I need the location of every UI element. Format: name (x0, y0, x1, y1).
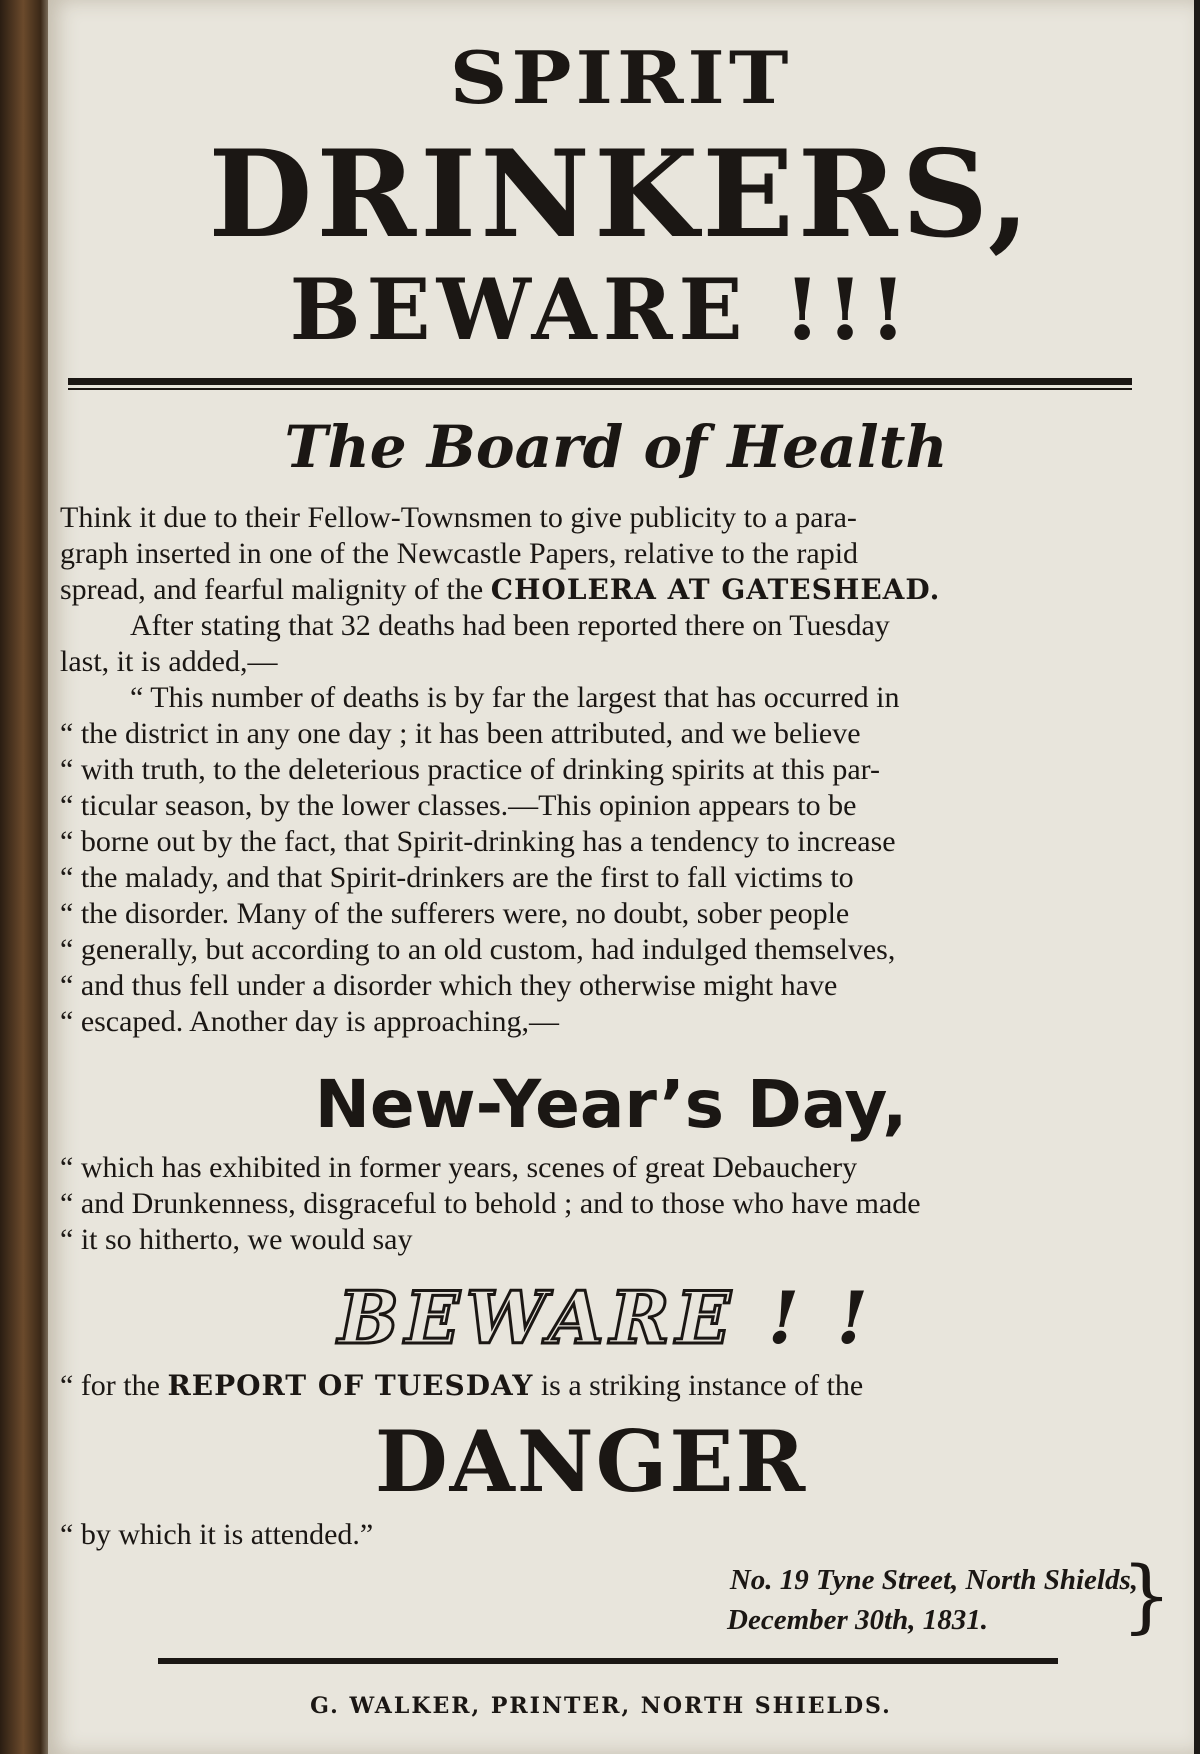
stating-line: After stating that 32 deaths had been reported there on Tuesday (130, 609, 890, 642)
top-divider-thin (68, 388, 1132, 390)
new-years-day-heading: New-Year’s Day, (314, 1066, 908, 1143)
attended-line: “ by which it is attended.” (60, 1518, 374, 1551)
printer-imprint: G. WALKER, PRINTER, NORTH SHIELDS. (310, 1693, 892, 1719)
address-block (727, 1560, 1138, 1640)
intro-line (60, 572, 1140, 608)
beware-outline-heading (18, 1275, 1194, 1360)
poster-sheet (48, 0, 1194, 1754)
quote-line: “ with truth, to the deleterious practice of drinking spirits at this par- (60, 753, 881, 786)
headline-spirit: SPIRIT (449, 35, 793, 121)
report-line-post: is a striking instance of the (533, 1369, 864, 1402)
quote-line: “ borne out by the fact, that Spirit-drinking has a tendency to increase (60, 825, 896, 858)
headline-drinkers: DRINKERS, (208, 124, 1034, 265)
quote2-block (60, 1150, 1140, 1258)
stating-line: last, it is added,— (60, 645, 278, 678)
quote-line: “ the malady, and that Spirit-drinkers are the first to fall victims to (60, 861, 854, 894)
quote-line: “ ticular season, by the lower classes.—This opinion appears to be (60, 789, 857, 822)
quote-line: “ escaped. Another day is approaching,— (60, 1005, 559, 1038)
quote-line: “ and thus fell under a disorder which they otherwise might have (60, 969, 838, 1002)
quote-line: “ This number of deaths is by far the largest that has occurred in (130, 681, 900, 714)
board-of-health-heading: The Board of Health (284, 413, 948, 481)
address-date: December 30th, 1831. (727, 1604, 988, 1636)
intro-line-text: spread, and fearful malignity of the (60, 573, 491, 606)
quote-line: “ the district in any one day ; it has been attributed, and we believe (60, 717, 861, 750)
danger-heading: DANGER (374, 1412, 808, 1511)
top-divider-thick (68, 378, 1132, 385)
bottom-divider (158, 1658, 1058, 1664)
headline-beware: BEWARE !!! (289, 260, 913, 359)
report-line-pre: “ for the (60, 1369, 168, 1402)
quote2-line: “ which has exhibited in former years, scenes of great Debauchery (60, 1151, 858, 1184)
intro-text-block (60, 500, 1140, 1040)
quote-line: “ generally, but according to an old custom, had indulged themselves, (60, 933, 896, 966)
address-street: No. 19 Tyne Street, North Shields, (729, 1564, 1138, 1596)
cholera-emphasis: CHOLERA AT GATESHEAD. (490, 573, 941, 606)
quote2-line: “ it so hitherto, we would say (60, 1223, 413, 1256)
beware-outline-word: BEWARE (338, 1275, 737, 1360)
address-brace: } (1121, 1549, 1172, 1642)
intro-line: graph inserted in one of the Newcastle Papers, relative to the rapid (60, 537, 859, 570)
quote-line: “ the disorder. Many of the sufferers were, no doubt, sober people (60, 897, 850, 930)
intro-line: Think it due to their Fellow-Townsmen to give publicity to a para- (60, 501, 857, 534)
quote2-line: “ and Drunkenness, disgraceful to behold ; and to those who have made (60, 1187, 921, 1220)
beware-exclamations: ! ! (736, 1275, 874, 1360)
report-line (60, 1368, 1140, 1404)
report-of-tuesday: REPORT OF TUESDAY (167, 1369, 534, 1402)
